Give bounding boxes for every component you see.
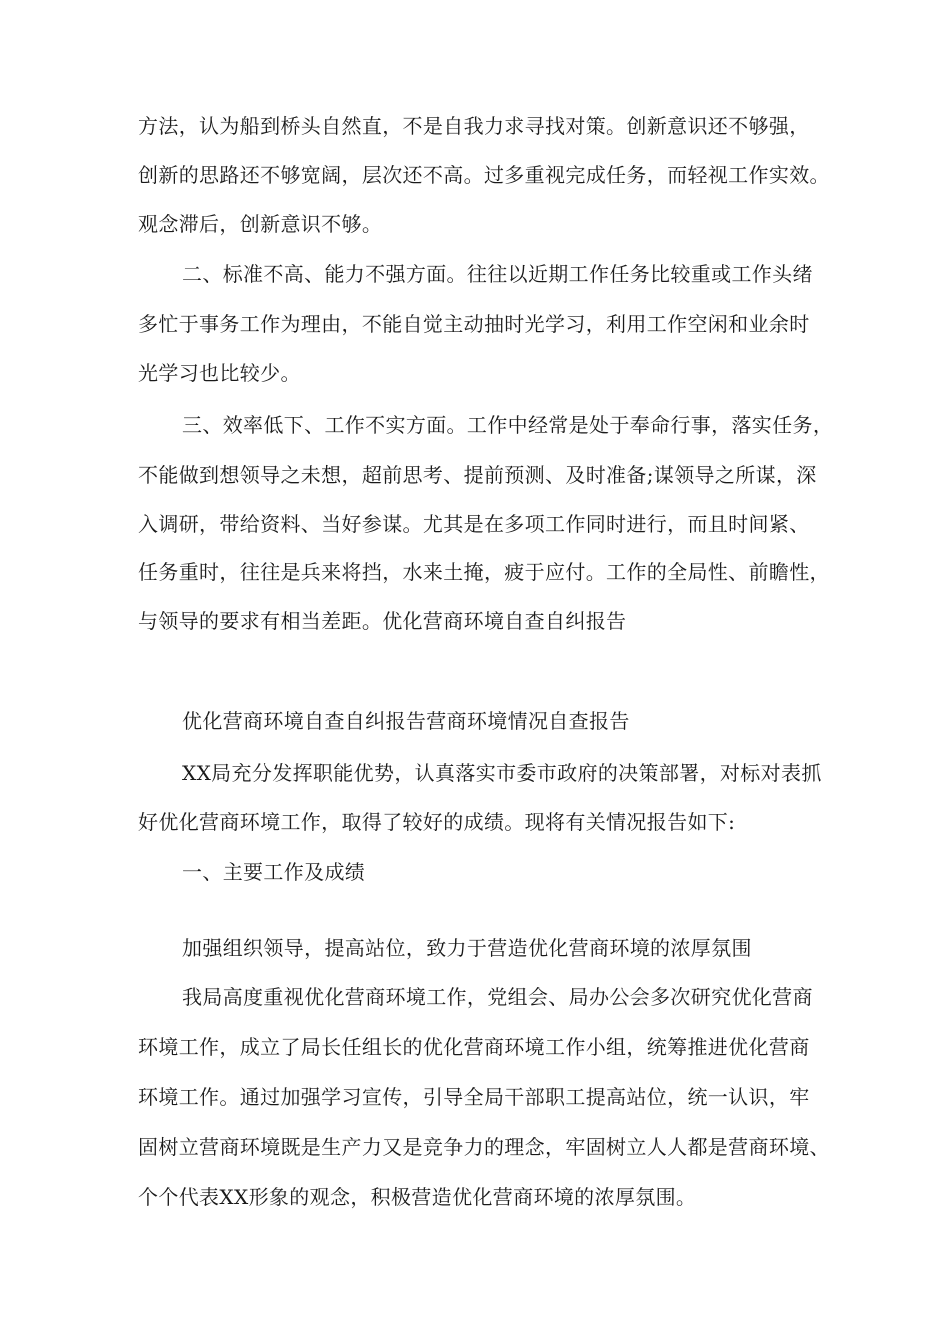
text-line: 光学习也比较少。: [138, 361, 301, 385]
text-line: 多忙于事务工作为理由，不能自觉主动抽时光学习，利用工作空闲和业余时: [138, 312, 810, 336]
text-line: 好优化营商环境工作，取得了较好的成绩。现将有关情况报告如下:: [138, 810, 736, 834]
text-line: 创新的思路还不够宽阔，层次还不高。过多重视完成任务，而轻视工作实效。: [138, 163, 830, 187]
section-heading: 加强组织领导，提高站位，致力于营造优化营商环境的浓厚氛围: [182, 936, 752, 960]
text-line: XX局充分发挥职能优势，认真落实市委市政府的决策部署，对标对表抓: [182, 761, 822, 785]
section-heading: 优化营商环境自查自纠报告营商环境情况自查报告: [182, 709, 630, 733]
text-line: 方法，认为船到桥头自然直，不是自我力求寻找对策。创新意识还不够强，: [138, 114, 810, 138]
text-line: 固树立营商环境既是生产力又是竞争力的理念，牢固树立人人都是营商环境、: [138, 1135, 830, 1159]
text-line: 个个代表XX形象的观念，积极营造优化营商环境的浓厚氛围。: [138, 1185, 697, 1209]
text-line: 入调研，带给资料、当好参谋。尤其是在多项工作同时进行，而且时间紧、: [138, 512, 810, 536]
text-line: 我局高度重视优化营商环境工作，党组会、局办公会多次研究优化营商: [182, 985, 813, 1009]
text-line: 与领导的要求有相当差距。优化营商环境自查自纠报告: [138, 609, 627, 633]
text-line: 二、标准不高、能力不强方面。往往以近期工作任务比较重或工作头绪: [182, 262, 813, 286]
text-line: 环境工作，成立了局长任组长的优化营商环境工作小组，统筹推进优化营商: [138, 1035, 810, 1059]
section-heading: 一、主要工作及成绩: [182, 860, 366, 884]
text-line: 观念滞后，创新意识不够。: [138, 212, 383, 236]
text-line: 不能做到想领导之未想，超前思考、提前预测、及时准备;谋领导之所谋，深: [138, 463, 817, 487]
text-line: 任务重时，往往是兵来将挡，水来土掩，疲于应付。工作的全局性、前瞻性，: [138, 560, 830, 584]
text-line: 环境工作。通过加强学习宣传，引导全局干部职工提高站位，统一认识，牢: [138, 1085, 810, 1109]
text-line: 三、效率低下、工作不实方面。工作中经常是处于奉命行事，落实任务，: [182, 413, 834, 437]
